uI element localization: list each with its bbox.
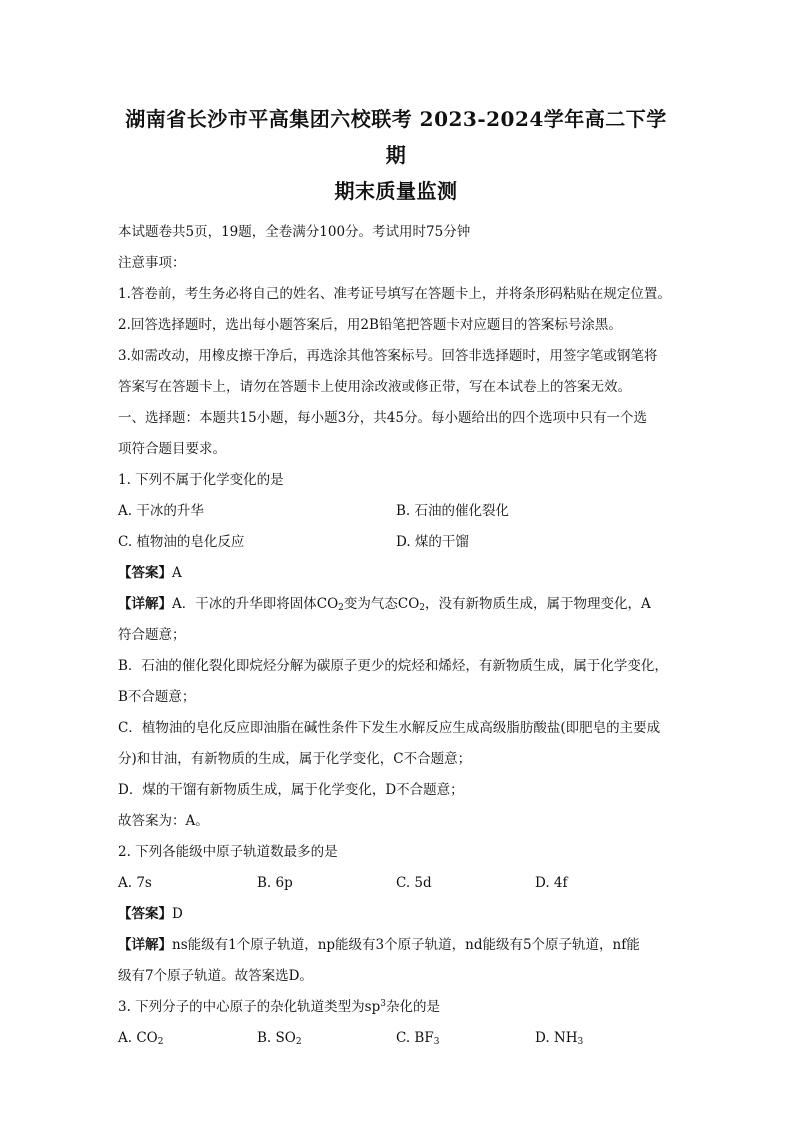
question-2-answer [118,899,674,930]
question-3 [118,992,674,1054]
stem-text-2: 杂化的是 [385,999,440,1015]
question-1-detail-a-cont: 符合题意； [118,627,186,643]
option-text: B. SO [257,1030,296,1046]
question-2-stem: 2. 下列各能级中原子轨道数最多的是 [118,844,338,860]
question-1-options-row-1 [118,496,674,527]
answer-value: A [172,565,182,581]
section-header-line-1: 一、选择题：本题共15小题，每小题3分，共45分。每小题给出的四个选项中只有一个选 [118,410,647,426]
subscript: 2 [295,1037,302,1047]
detail-text: ns能级有1个原子轨道，np能级有3个原子轨道，nd能级有5个原子轨道，nf能 [172,937,640,953]
detail-label: 【详解】 [118,596,172,612]
question-3-options [118,1023,674,1054]
question-2 [118,837,674,992]
detail-a-text-2: 变为气态CO [343,596,420,612]
notice-item-3-line-1: 3.如需改动，用橡皮擦干净后，再选涂其他答案标号。回答非选择题时，用签字笔或钢笔将 [118,348,658,364]
section-header [118,403,674,465]
document-title [118,0,674,209]
question-2-detail-2: 级有7个原子轨道。故答案选D。 [118,968,313,984]
subscript: 3 [577,1037,584,1047]
detail-a-text-3: ，没有新物质生成，属于物理变化，A [425,596,651,612]
question-2-option-a: A. 7s [118,875,152,891]
exam-intro [118,217,674,403]
question-1-stem: 1. 下列不属于化学变化的是 [118,472,284,488]
exam-info: 本试题卷共5页，19题，全卷满分100分。考试用时75分钟 [118,224,471,240]
question-2-option-d: D. 4f [535,875,568,891]
question-3-option-a [118,1023,257,1054]
question-1-option-b: B. 石油的催化裂化 [396,503,510,519]
stem-text-1: 3. 下列分子的中心原子的杂化轨道类型为sp [118,999,381,1015]
option-text: C. BF [396,1030,434,1046]
question-1-option-c: C. 植物油的皂化反应 [118,534,245,550]
subscript: 3 [433,1037,440,1047]
detail-label: 【详解】 [118,937,172,953]
question-1-detail-b-2: B不合题意； [118,689,196,705]
title-line-1: 湖南省长沙市平高集团六校联考 2023-2024学年高二下学期 [125,107,667,167]
question-2-options [118,868,674,899]
answer-label: 【答案】 [118,906,172,922]
question-1-answer [118,558,674,589]
notice-item-2: 2.回答选择题时，选出每小题答案后，用2B铅笔把答题卡对应题目的答案标号涂黑。 [118,317,622,333]
subscript-2: 2 [338,603,344,613]
question-3-stem [118,992,674,1023]
question-1 [118,465,674,837]
question-1-detail-c-2: 分)和甘油，有新物质的生成，属于化学变化，C不合题意； [118,751,472,767]
question-1-options-row-2 [118,527,674,558]
question-1-detail-c-1: C．植物油的皂化反应即油脂在碱性条件下发生水解反应生成高级脂肪酸盐(即肥皂的主要成 [118,720,661,736]
question-2-option-c: C. 5d [396,875,432,891]
subscript: 2 [157,1037,164,1047]
notice-item-3-line-2: 答案写在答题卡上，请勿在答题卡上使用涂改液或修正带，写在本试卷上的答案无效。 [118,379,631,395]
answer-label: 【答案】 [118,565,172,581]
question-1-detail-d: D．煤的干馏有新物质生成，属于化学变化，D不合题意； [118,782,464,798]
question-1-detail-b-1: B．石油的催化裂化即烷烃分解为碳原子更少的烷烃和烯烃，有新物质生成，属于化学变化， [118,658,668,674]
answer-value: D [172,906,183,922]
question-3-option-d [535,1023,674,1054]
title-line-2: 期末质量监测 [334,179,458,203]
detail-a-text-1: A．干冰的升华即将固体CO [172,596,339,612]
option-text: A. CO [118,1030,158,1046]
question-3-option-c [396,1023,535,1054]
question-2-detail-1 [118,930,674,961]
question-1-conclusion: 故答案为：A。 [118,813,209,829]
question-1-detail-a [118,589,674,620]
subscript-2: 2 [419,603,426,613]
notice-item-1: 1.答卷前，考生务必将自己的姓名、准考证号填写在答题卡上，并将条形码粘贴在规定位置。 [118,286,671,302]
question-3-option-b [257,1023,396,1054]
section-header-line-2: 项符合题目要求。 [118,441,226,457]
option-text: D. NH [535,1030,578,1046]
question-2-option-b: B. 6p [257,875,293,891]
notice-heading: 注意事项： [118,255,186,271]
question-1-option-a: A. 干冰的升华 [118,503,204,519]
question-1-option-d: D. 煤的干馏 [396,534,469,550]
superscript-3: 3 [380,999,386,1009]
